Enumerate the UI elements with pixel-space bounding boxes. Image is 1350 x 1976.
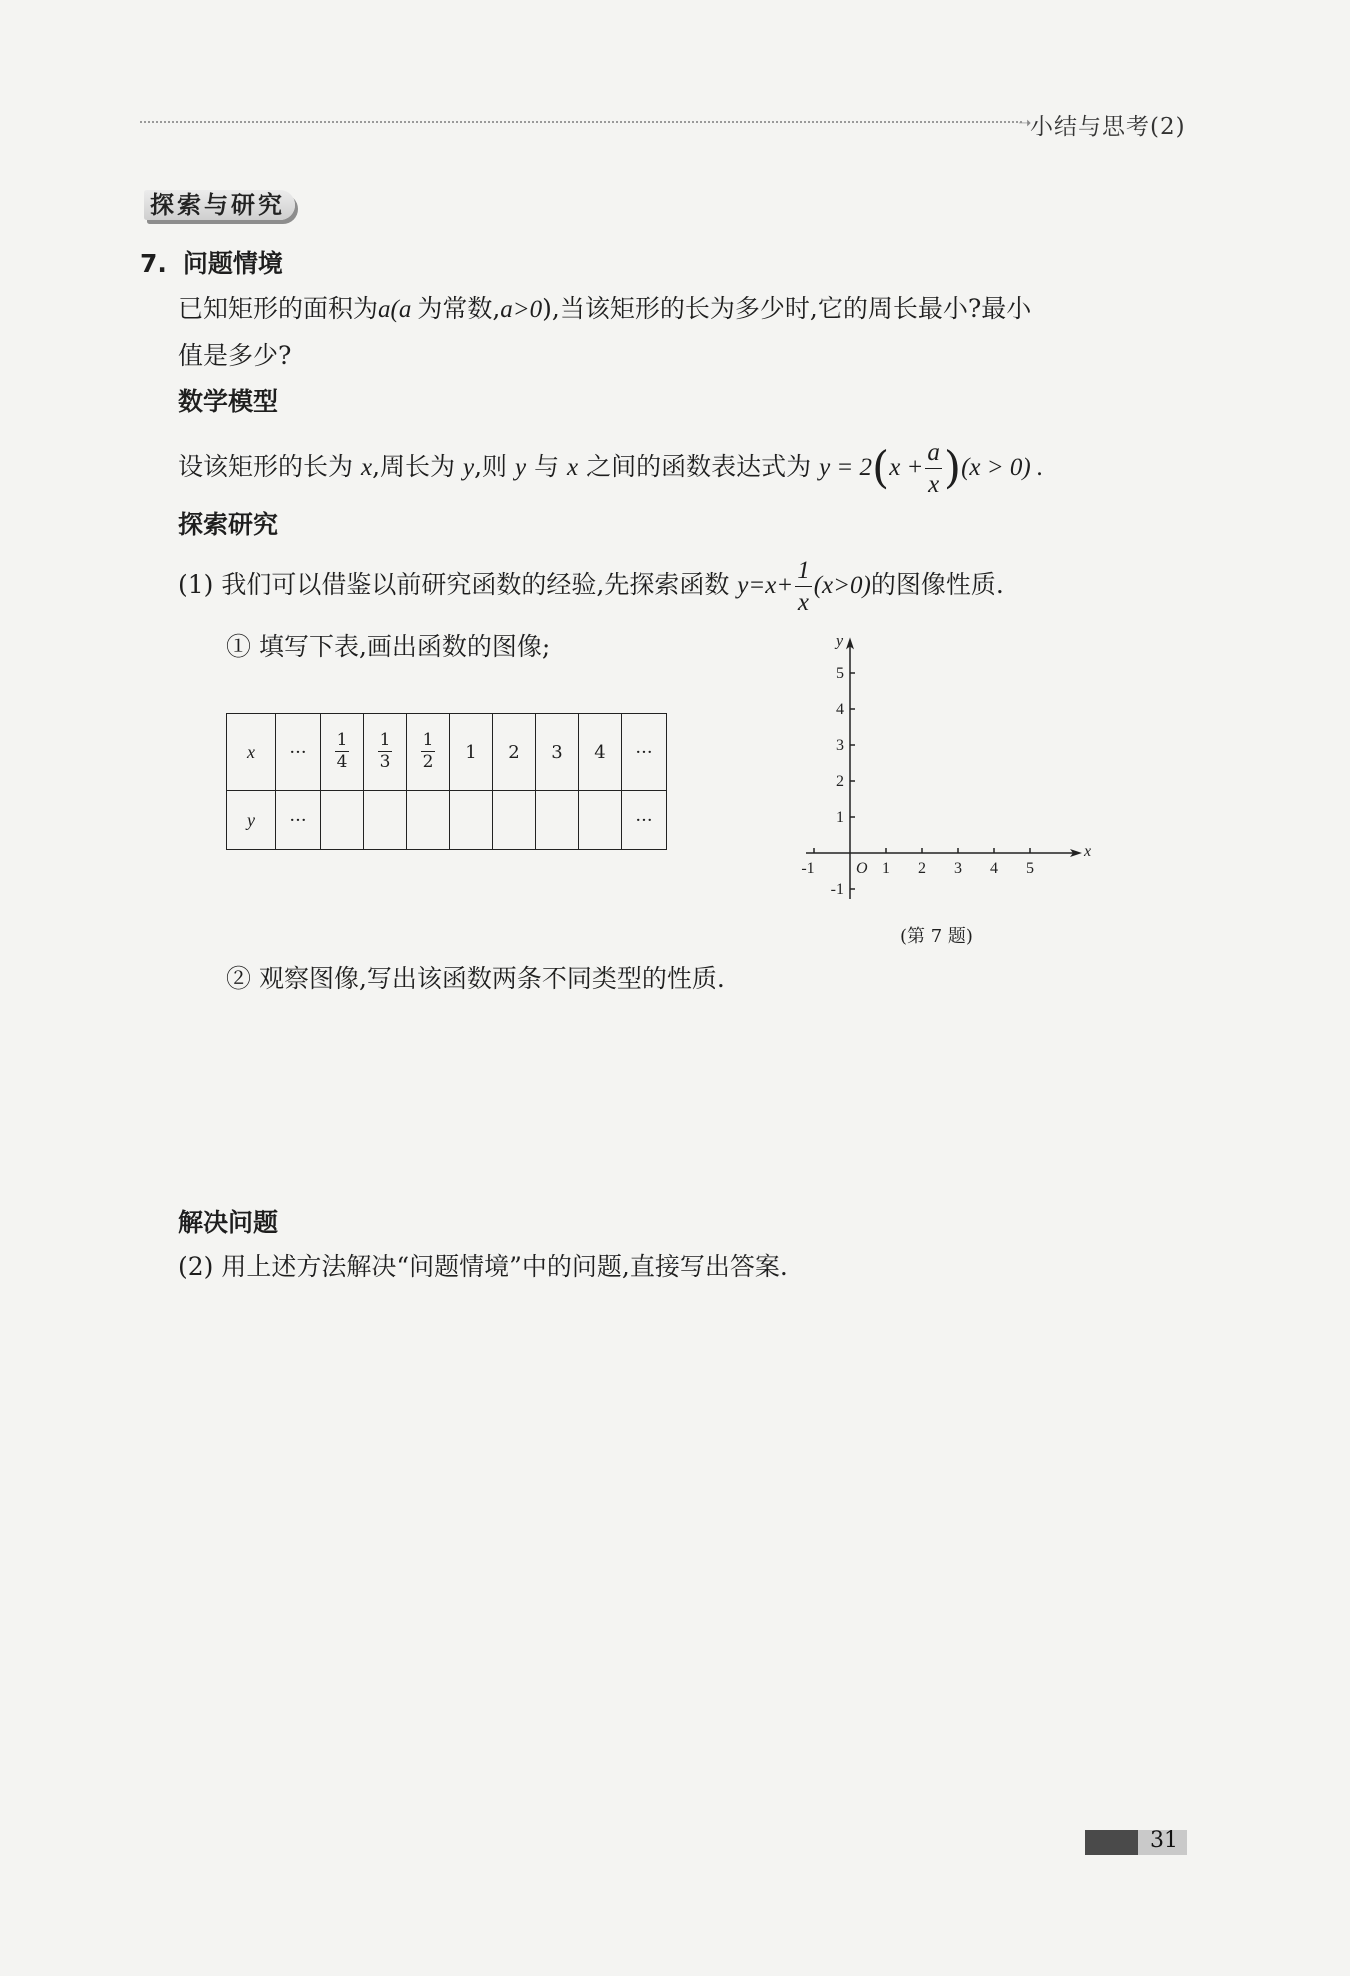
y-tick-label: 2 [836,773,844,790]
frac-den: 2 [422,752,434,772]
model-text [178,440,1043,497]
y-axis-label: y [836,632,844,650]
scenario-heading: 问题情境 [182,249,283,278]
model-formula-inner: x + [889,454,924,481]
y-tick-label: -1 [830,881,844,898]
model-var-x2: x [567,454,579,481]
step-1: ① 填写下表,画出函数的图像; [226,632,551,661]
part1-text-a: 我们可以借鉴以前研究函数的经验,先探索函数 [221,570,730,599]
x-tick-label: -1 [801,860,815,877]
part1-text-b: 的图像性质. [870,570,1004,599]
solve-heading: 解决问题 [178,1208,279,1237]
part1-func-a: y=x+ [737,572,794,599]
table-x-frac-3 [407,714,450,791]
table-y-cell[interactable] [579,791,622,850]
model-text-b: ,周长为 [372,452,456,481]
scenario-line-1 [178,292,1031,327]
frac-den: 4 [336,752,348,772]
table-y-cell[interactable] [407,791,450,850]
x-tick-label: 2 [918,860,926,877]
table-ellipsis-right: ··· [622,791,667,850]
y-tick-label: 4 [836,701,844,718]
value-table [226,713,667,850]
model-text-e: 之间的函数表达式为 [586,452,812,481]
part1-frac-den: x [797,589,810,616]
explore-heading: 探索研究 [178,510,279,539]
scenario-text-e: ),当该矩形的长为多少时,它的周长最小?最小 [542,294,1032,323]
part1-frac-num: 1 [795,558,812,587]
frac-num: 1 [422,730,434,750]
header-arrow-icon: ➝ [1018,113,1032,132]
coordinate-axes [780,625,1100,905]
frac-num: 1 [379,730,391,750]
part1-func-b: (x>0) [813,572,871,599]
table-x-int-3: 3 [536,714,579,791]
table-x-frac-1 [321,714,364,791]
scenario-text-a: 已知矩形的面积为 [178,294,379,323]
x-tick-label: 1 [882,860,890,877]
problem-heading [140,247,283,281]
scenario-text-c: 为常数, [417,294,501,323]
model-text-a: 设该矩形的长为 [178,452,354,481]
part-2: (2) 用上述方法解决“问题情境”中的问题,直接写出答案. [178,1252,788,1281]
scenario-var-a: a(a [378,296,412,323]
part1-fraction [795,558,812,615]
table-y-cell[interactable] [536,791,579,850]
model-var-x: x [360,454,373,481]
table-y-cell[interactable] [364,791,407,850]
model-text-d: 与 [534,452,560,481]
model-heading: 数学模型 [178,387,279,416]
table-x-frac-2 [364,714,407,791]
part1-text [178,558,1004,615]
header-rule [140,121,1022,123]
y-tick-label: 3 [836,737,844,754]
scenario-line-2: 值是多少? [178,341,292,370]
scenario-cond: a>0 [500,296,543,323]
problem-number: 7. [140,249,167,278]
table-x-label: x [227,714,276,791]
model-paren-close: ) [943,442,962,494]
x-axis-label: x [1084,843,1092,860]
model-paren-open: ( [872,442,890,494]
section-badge: 探索与研究 [144,190,295,220]
model-fraction [925,440,942,497]
x-tick-label: 3 [954,860,962,877]
table-ellipsis-right: ··· [622,714,667,791]
model-frac-den: x [928,471,940,498]
model-var-y2: y [515,454,527,481]
x-tick-label: 4 [990,860,998,877]
model-frac-num: a [925,440,942,469]
model-formula-lhs: y = 2 [819,454,873,481]
step-2: ② 观察图像,写出该函数两条不同类型的性质. [226,964,725,993]
frac-num: 1 [336,730,348,750]
table-y-cell[interactable] [493,791,536,850]
table-row-x [227,714,667,791]
part1-label: (1) [178,570,214,599]
origin-label: O [856,860,868,877]
table-x-int-2: 2 [493,714,536,791]
y-tick-label: 1 [836,809,844,826]
model-var-y: y [462,454,475,481]
table-y-cell[interactable] [450,791,493,850]
table-y-cell[interactable] [321,791,364,850]
x-tick-label: 5 [1026,860,1034,877]
page-number: 31 [1150,1828,1178,1853]
table-row-y [227,791,667,850]
table-y-label: y [227,791,276,850]
model-condition: (x > 0) . [961,454,1044,481]
table-ellipsis-left: ··· [276,714,321,791]
y-tick-label: 5 [836,665,844,682]
table-ellipsis-left: ··· [276,791,321,850]
header-title: 小结与思考(2) [1030,114,1186,140]
frac-den: 3 [379,752,391,772]
model-text-c: ,则 [474,452,508,481]
figure-caption: (第 7 题) [900,926,973,947]
table-x-int-4: 4 [579,714,622,791]
table-x-int-1: 1 [450,714,493,791]
